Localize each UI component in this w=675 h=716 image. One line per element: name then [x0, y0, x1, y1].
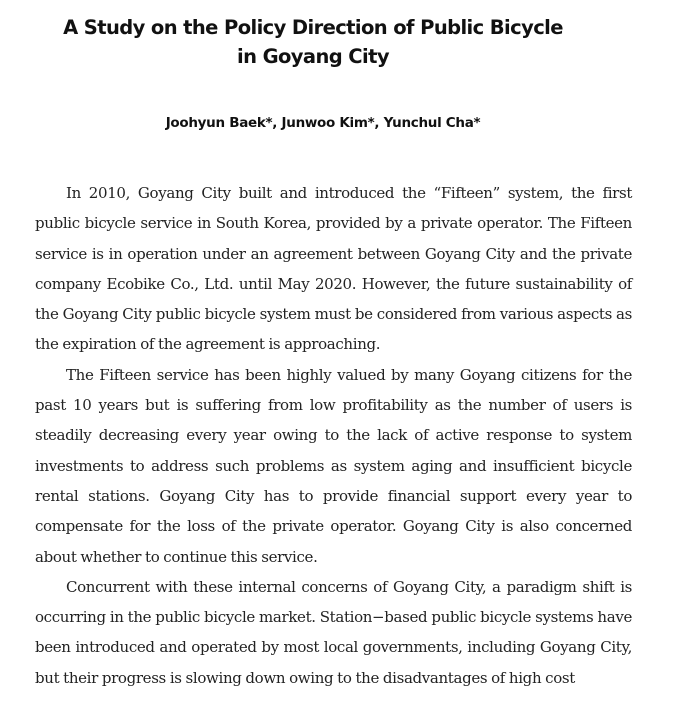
paper-title	[0, 13, 626, 71]
paper-authors: Joohyun Baek*, Junwoo Kim*, Yunchul Cha*	[165, 115, 481, 131]
paper-title-line-2: in Goyang City	[237, 45, 389, 68]
abstract-paragraph-2: The Fifteen service has been highly valued by many Goyang citizens for the past 10 years but is suffering from low profitability as the number of users is steadily decreasing every year owing to the lack of active response to system investments to address such problems as system aging and insufficient bicycle rental stations. Goyang City has to provide financial support every year to compensate for the loss of the private operator. Goyang City is also concerned about whether to continue this service.	[35, 365, 632, 566]
abstract-paragraph-3: Concurrent with these internal concerns of Goyang City, a paradigm shift is occurring in the public bicycle market. Station−based public bicycle systems have been introduced and operated by most local governments, including Goyang City, but their progress is slowing down owing to the disadvantages of high cost	[35, 577, 632, 687]
abstract-paragraph-1: In 2010, Goyang City built and introduced the “Fifteen” system, the first public bicycle service in South Korea, provided by a private operator. The Fifteen service is in operation under an agreement between Goyang City and the private company Ecobike Co., Ltd. until May 2020. However, the future sustainability of the Goyang City public bicycle system must be considered from various aspects as the expiration of the agreement is approaching.	[35, 184, 632, 354]
abstract-body	[35, 178, 632, 693]
paper-title-line-1: A Study on the Policy Direction of Public Bicycle	[63, 16, 563, 39]
